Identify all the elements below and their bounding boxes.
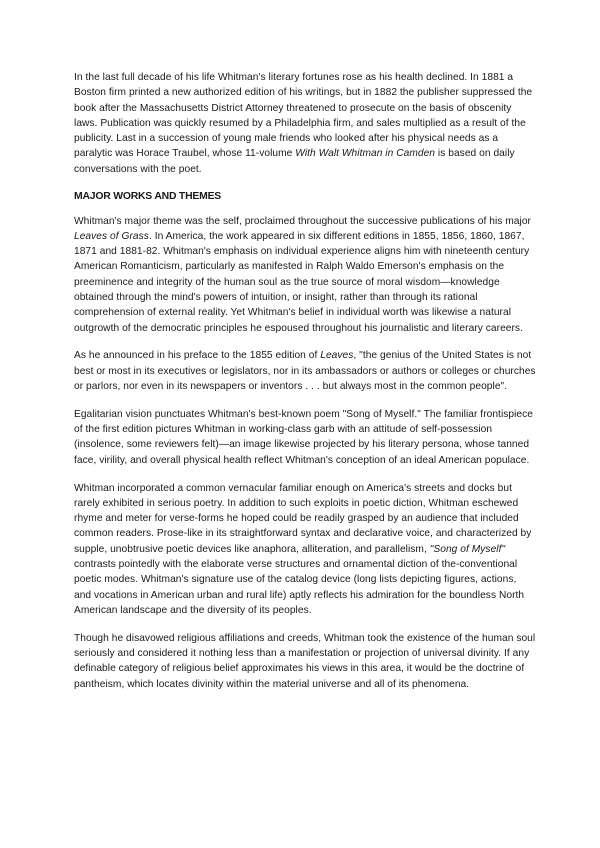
body-paragraph-4 [74,481,536,619]
book-title-italic: Leaves of Grass [74,230,149,242]
paragraph-text: . In America, the work appeared in six different editions in 1855, 1856, 1860, 1867, 1871 and 1881-82. Whitman's emphasis on individual experience aligns him with nineteenth century American Romanticism, particularly as manifested in Ralph Waldo Emerson's emphasis on the preeminence and integrity of the human soul as the true source of moral wisdom—knowledge obtained through the mind's powers of intuition, or insight, rather than through its rational comprehension of external reality. Yet Whitman's belief in individual worth was likewise a natural outgrowth of the democratic principles he espoused throughout his journalistic and literary careers. [74,230,530,334]
paragraph-text: Whitman incorporated a common vernacular familiar enough on America's streets and docks but rarely exhibited in serious poetry. In addition to such exploits in poetic diction, Whitman eschewed rhyme and meter for verse-forms he hoped could be readily grasped by an audience that included common readers. Prose-like in its straightforward syntax and declarative voice, and characterized by supple, unobtrusive poetic devices like anaphora, alliteration, and parallelism, [74,482,532,555]
paragraph-text: contrasts pointedly with the elaborate verse structures and ornamental diction of the-conventional poetic modes. Whitman's signature use of the catalog device (long lists depicting figures, actions, and vocations in American urban and rural life) aptly reflects his admiration for the boundless North American landscape and the diversity of its peoples. [74,559,525,616]
section-heading: MAJOR WORKS AND THEMES [74,190,222,202]
paragraph-text: Whitman's major theme was the self, proclaimed throughout the successive publications of his major [74,215,531,227]
body-paragraph-5 [74,631,536,692]
intro-paragraph [74,70,536,177]
paragraph-text: , "the genius of the United States is not best or most in its executives or legislators, nor in its ambassadors or authors or colleges or churches or parlors, nor even in its newspapers or inventors . . . but always most in the common people". [74,350,536,393]
book-title-italic: Leaves [320,350,354,362]
paragraph-text: is based on daily conversations with the poet. [74,148,515,175]
body-paragraph-1 [74,214,536,336]
book-title-italic: With Walt Whitman in Camden [295,148,436,160]
paragraph-text: In the last full decade of his life Whitman's literary fortunes rose as his health declined. In 1881 a Boston firm printed a new authorized edition of his writings, but in 1882 the publisher suppressed the book after the Massachusetts District Attorney threatened to prosecute on the basis of obscenity laws. Publication was quickly resumed by a Philadelphia firm, and sales multiplied as a result of the publicity. Last in a succession of young male friends who looked after his physical needs as a paralytic was Horace Traubel, whose 11-volume [74,72,533,160]
body-paragraph-2 [74,348,536,394]
paragraph-text: Though he disavowed religious affiliations and creeds, Whitman took the existence of the human soul seriously and considered it nothing less than a manifestation or projection of universal divinity. If any definable category of religious belief approximates his views in this area, it would be the doctrine of pantheism, which locates divinity within the material universe and all of its phenomena. [74,632,536,690]
paragraph-text: As he announced in his preface to the 1855 edition of [74,350,321,362]
body-paragraph-3 [74,407,536,468]
paragraph-text: Egalitarian vision punctuates Whitman's best-known poem "Song of Myself." The familiar frontispiece of the first edition pictures Whitman in working-class garb with an attitude of self-possession (insolence, some reviewers felt)—an image likewise projected by his literary persona, whose tanned face, virility, and overall physical health reflect Whitman's conception of an ideal American populace. [74,408,534,466]
document-page [74,70,536,704]
poem-title-italic: "Song of Myself" [429,543,506,555]
